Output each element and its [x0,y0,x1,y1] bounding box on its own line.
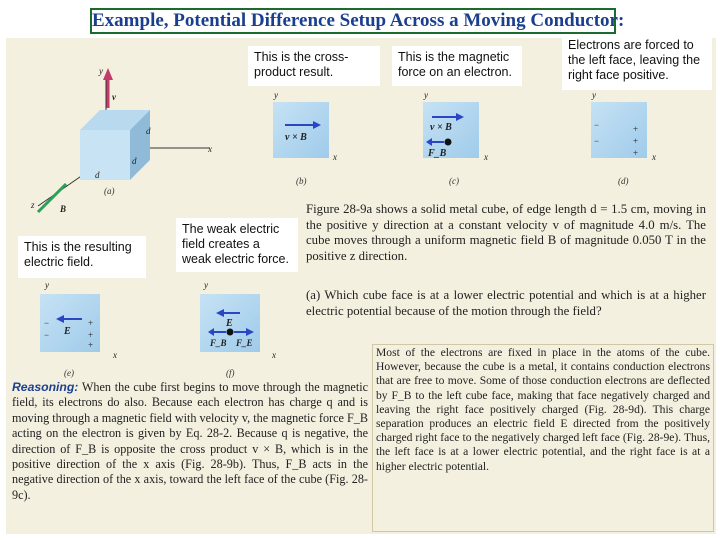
panel-b-v-cross-b: v × B [285,132,307,143]
problem-statement: Figure 28-9a shows a solid metal cube, of edge length d = 1.5 cm, moving in the positive y direction at a constant velocity v of magnitude 4.0 m/s. The cube moves through a uniform magnetic field B of magnitude 0.050 T in the positive z direction. [306,202,706,263]
panel-f-axis-x: x [272,350,276,360]
panel-d-plus-2: + [633,136,639,146]
callout-magnetic-force: This is the magnetic force on an electron. [392,46,522,86]
panel-c-axis-y: y [424,90,428,100]
panel-b-axis-x: x [333,152,337,162]
panel-f-axis-y: y [204,280,208,290]
panel-b-vector-arrow [283,120,323,130]
panel-d-axis-y: y [592,90,596,100]
caption-b: (b) [296,176,307,186]
callout-resulting-field: This is the resulting electric field. [18,236,146,278]
panel-d-plus-1: + [633,124,639,134]
panel-f-fb-label: F_B [210,338,227,348]
panel-d-axis-x: x [652,152,656,162]
panel-d-minus-1: − [594,120,600,130]
panel-f-fe-label: F_E [236,338,253,348]
panel-e-plus-3: + [88,340,94,350]
panel-e-field-arrow [56,314,86,324]
callout-electrons-forced: Electrons are forced to the left face, leaving the right face positive. [562,34,712,90]
reasoning-paragraph [12,380,368,503]
explanation-paragraph: Most of the electrons are fixed in place in the atoms of the cube. However, because the cube is a metal, it contains conduction electrons that are free to move. Some of those conduction electrons are deflected by F_B to the left cube face, making that face negatively charged and leaving the right face positively charged (Fig. 28-9d). This charge separation produces an electric field E directed from the positively charged right face to the negatively charged left face (Fig. 28-9e). Thus, the left face is at a lower electric potential, and the right face is at a higher electric potential. [376,346,710,473]
reasoning-text: When the cube first begins to move through the magnetic field, its electrons do also. Because each electron has charge q and is moving through a magnetic field with velocity v, the magnetic force F_B acting on the electron is given by Eq. 28-2. Because q is negative, the direction of F_B is opposite the cross product v × B, which is in the positive direction of the x axis (Fig. 28-9b). Thus, F_B acts in the negative direction of the x axis, toward the left face of the cube (Fig. 28-9c). [12,380,369,502]
caption-c: (c) [449,176,459,186]
panel-c-axis-x: x [484,152,488,162]
callout-weak-field: The weak electric field creates a weak electric force. [176,218,298,272]
panel-e-plus-2: + [88,330,94,340]
panel-d-cube-face [591,102,647,158]
cube-edge-label-1: d [146,126,151,136]
panel-c-v-cross-b: v × B [430,122,452,133]
panel-b-cube-face [273,102,329,158]
callout-cross-product: This is the cross-product result. [248,46,380,86]
cube-edge-label-2: d [132,156,137,166]
panel-e-axis-y: y [45,280,49,290]
slide-title: Example, Potential Difference Setup Across a Moving Conductor: [90,8,616,34]
cube-edge-label-3: d [95,170,100,180]
cube-axis-x: x [208,144,212,154]
cube-velocity-label: v [112,92,116,102]
panel-f-field-label: E [226,318,233,329]
caption-f: (f) [226,368,235,378]
panel-e-field-label: E [64,326,71,337]
panel-e-plus-1: + [88,318,94,328]
question-text: (a) Which cube face is at a lower electric potential and which is at a higher electric potential because of the motion through the field? [306,288,706,318]
panel-b-axis-y: y [274,90,278,100]
caption-a: (a) [104,186,115,196]
panel-e-axis-x: x [113,350,117,360]
panel-d-plus-3: + [633,148,639,158]
cube-axis-z: z [31,200,35,210]
panel-c-fb-label: F_B [428,148,447,159]
panel-e-minus-2: − [44,330,50,340]
caption-d: (d) [618,176,629,186]
panel-e-minus-1: − [44,318,50,328]
cube-axis-y: y [99,66,103,76]
figure-a-cube [20,60,220,220]
caption-e: (e) [64,368,74,378]
reasoning-label: Reasoning: [12,380,79,394]
panel-d-minus-2: − [594,136,600,146]
cube-field-label: B [60,204,67,214]
